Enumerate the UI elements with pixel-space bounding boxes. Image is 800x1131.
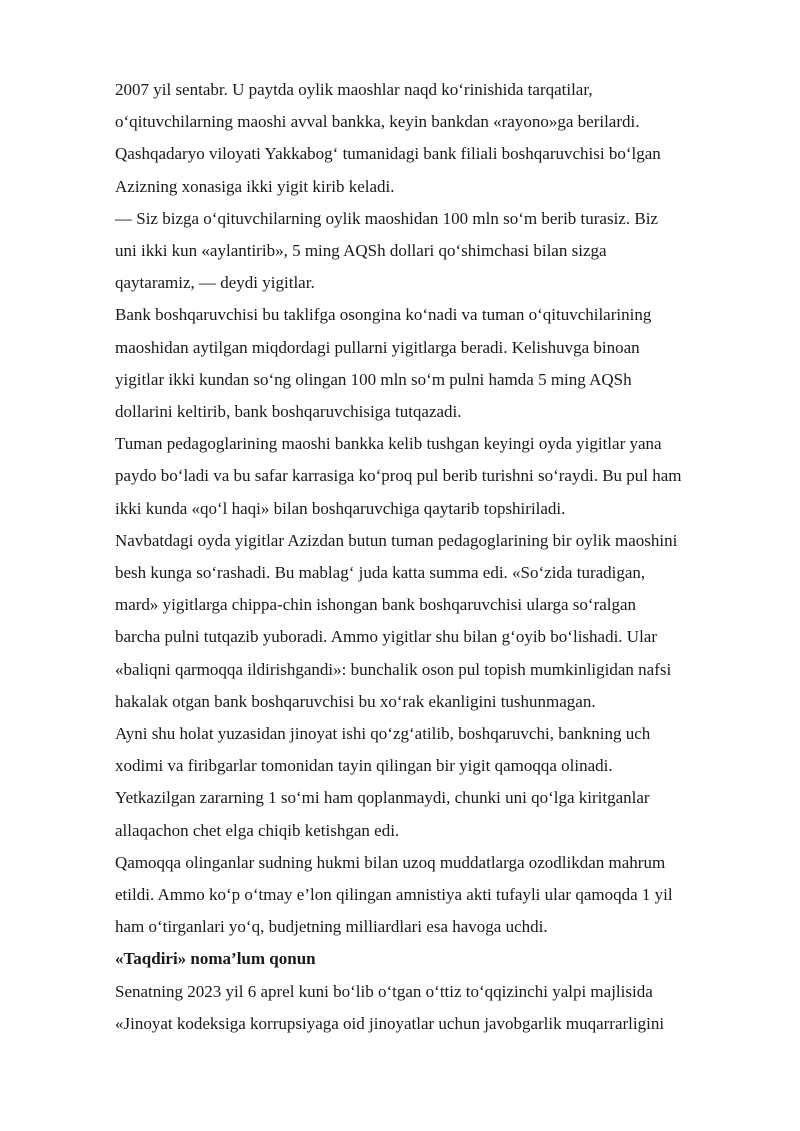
text-line: o‘qituvchilarning maoshi avval bankka, keyin bankdan «rayono»ga berilardi. bbox=[115, 112, 640, 132]
paragraph bbox=[115, 976, 755, 1040]
paragraph bbox=[115, 74, 755, 203]
text-line: Qamoqqa olinganlar sudning hukmi bilan uzoq muddatlarga ozodlikdan mahrum bbox=[115, 852, 666, 872]
paragraph bbox=[115, 299, 755, 428]
text-line: Senatning 2023 yil 6 aprel kuni bo‘lib o‘tgan o‘ttiz to‘qqizinchi yalpi majlisida bbox=[115, 981, 653, 1001]
text-line: mard» yigitlarga chippa-chin ishongan bank boshqaruvchisi ularga so‘ralgan bbox=[115, 595, 637, 615]
text-line: Azizning xonasiga ikki yigit kirib keladi. bbox=[115, 176, 395, 196]
paragraph bbox=[115, 847, 755, 944]
text-line: besh kunga so‘rashadi. Bu mablag‘ juda katta summa edi. «So‘zida turadigan, bbox=[115, 563, 646, 583]
text-line: «baliqni qarmoqqa ildirishgandi»: bunchalik oson pul topish mumkinligidan nafsi bbox=[115, 659, 672, 679]
document-page bbox=[115, 74, 755, 1040]
text-line: 2007 yil sentabr. U paytda oylik maoshlar naqd ko‘rinishida tarqatilar, bbox=[115, 80, 593, 99]
paragraph bbox=[115, 428, 755, 525]
text-line: barcha pulni tutqazib yuboradi. Ammo yigitlar shu bilan g‘oyib bo‘lishadi. Ular bbox=[115, 627, 658, 647]
text-line: uni ikki kun «aylantirib», 5 ming AQSh dollari qo‘shimchasi bilan sizga bbox=[115, 241, 607, 261]
text-line: qaytaramiz, — deydi yigitlar. bbox=[115, 273, 315, 293]
text-line: allaqachon chet elga chiqib ketishgan edi. bbox=[115, 820, 400, 840]
text-line: hakalak otgan bank boshqaruvchisi bu xo‘rak ekanligini tushunmagan. bbox=[115, 691, 596, 711]
text-line: dollarini keltirib, bank boshqaruvchisiga tutqazadi. bbox=[115, 402, 462, 422]
paragraph bbox=[115, 203, 755, 300]
text-line: ikki kunda «qo‘l haqi» bilan boshqaruvchiga qaytarib topshiriladi. bbox=[115, 498, 566, 518]
text-line: maoshidan aytilgan miqdordagi pullarni yigitlarga beradi. Kelishuvga binoan bbox=[115, 337, 640, 357]
text-line: etildi. Ammo ko‘p o‘tmay e’lon qilingan amnistiya akti tufayli ular qamoqda 1 yil bbox=[115, 885, 673, 905]
text-line: «Jinoyat kodeksiga korrupsiyaga oid jinoyatlar uchun javobgarlik muqarrarligini bbox=[115, 1013, 665, 1033]
text-line: Qashqadaryo viloyati Yakkabog‘ tumanidagi bank filiali boshqaruvchisi bo‘lgan bbox=[115, 144, 661, 164]
section-heading bbox=[115, 943, 755, 975]
text-line: Bank boshqaruvchisi bu taklifga osongina ko‘nadi va tuman o‘qituvchilarining bbox=[115, 305, 652, 325]
paragraph bbox=[115, 525, 755, 718]
heading-text: «Taqdiri» noma’lum qonun bbox=[115, 949, 316, 969]
text-line: paydo bo‘ladi va bu safar karrasiga ko‘proq pul berib turishni so‘raydi. Bu pul ham bbox=[115, 466, 682, 486]
text-line: Ayni shu holat yuzasidan jinoyat ishi qo‘zg‘atilib, boshqaruvchi, bankning uch bbox=[115, 724, 651, 744]
text-line: xodimi va firibgarlar tomonidan tayin qilingan bir yigit qamoqqa olinadi. bbox=[115, 756, 613, 776]
text-line: ham o‘tirganlari yo‘q, budjetning milliardlari esa havoga uchdi. bbox=[115, 917, 548, 937]
text-line: Tuman pedagoglarining maoshi bankka kelib tushgan keyingi oyda yigitlar yana bbox=[115, 434, 662, 454]
text-line: yigitlar ikki kundan so‘ng olingan 100 mln so‘m pulni hamda 5 ming AQSh bbox=[115, 369, 632, 389]
text-line: Yetkazilgan zararning 1 so‘mi ham qoplanmaydi, chunki uni qo‘lga kiritganlar bbox=[115, 788, 650, 808]
paragraph bbox=[115, 718, 755, 847]
text-line: — Siz bizga o‘qituvchilarning oylik maoshidan 100 mln so‘m berib turasiz. Biz bbox=[115, 208, 658, 228]
text-line: Navbatdagi oyda yigitlar Azizdan butun tuman pedagoglarining bir oylik maoshini bbox=[115, 530, 678, 550]
